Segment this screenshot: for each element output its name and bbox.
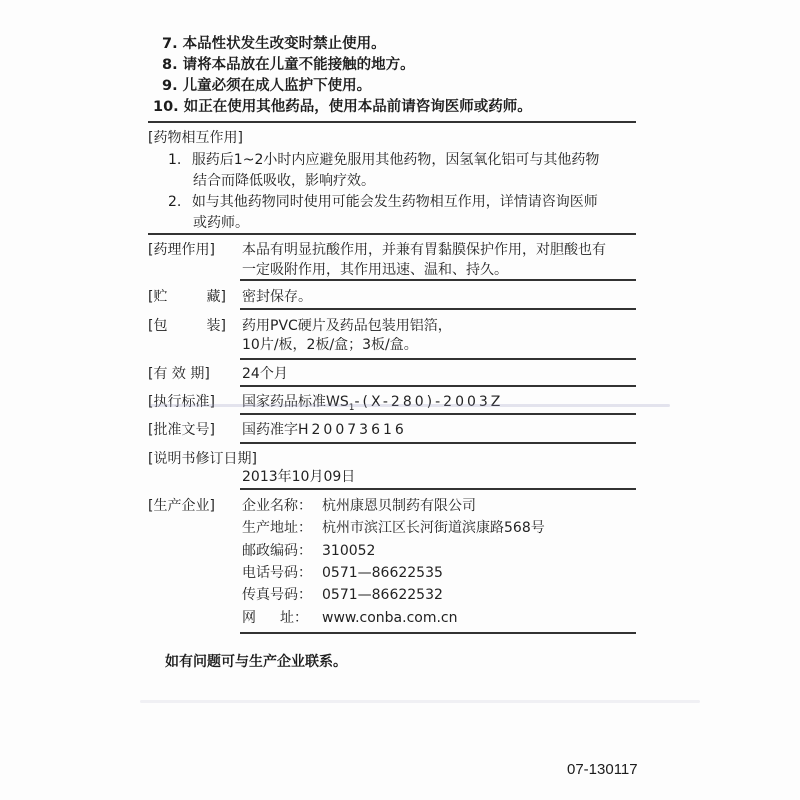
divider [240, 413, 636, 415]
pharmacology-text-line2: 一定吸附作用，其作用迅速、温和、持久。 [242, 262, 508, 278]
item-text: 如正在使用其他药品，使用本品前请咨询医师或药师。 [183, 99, 532, 115]
approval-code: H20073616 [298, 422, 407, 438]
website-key [242, 608, 308, 628]
fax-value: 0571—86622532 [322, 587, 443, 603]
storage-label [148, 287, 226, 307]
item-text: 服药后1~2小时内应避免服用其他药物，因氢氧化铝可与其他药物 [191, 152, 600, 168]
packaging-label [148, 316, 226, 336]
manufacturer-label: [生产企业] [148, 498, 215, 514]
label-part: [贮 [148, 289, 168, 305]
approval-value [242, 420, 407, 440]
print-code: 07-130117 [567, 761, 638, 778]
validity-label: [有 效 期] [148, 366, 210, 382]
pharmacology-label: [药理作用] [148, 242, 215, 258]
label-part: 藏] [206, 289, 226, 305]
precaution-item-10 [153, 97, 532, 117]
website-value[interactable]: www.conba.com.cn [322, 610, 458, 626]
divider [240, 358, 636, 360]
approval-label: [批准文号] [148, 422, 215, 438]
ink-smudge [140, 700, 700, 703]
item-number: 10. [153, 99, 179, 115]
packaging-line1: 药用PVC硬片及药品包装用铝箔， [242, 318, 452, 334]
postcode-key: 邮政编码： [242, 543, 312, 559]
precaution-item-7 [162, 34, 386, 54]
item-number: 7. [162, 36, 178, 52]
phone-key: 电话号码： [242, 565, 312, 581]
storage-value: 密封保存。 [242, 289, 312, 305]
divider [240, 488, 636, 490]
item-number: 9. [162, 78, 178, 94]
divider [240, 385, 636, 387]
interaction-item-1 [168, 150, 599, 170]
company-name-key: 企业名称： [242, 498, 312, 514]
item-text: 请将本品放在儿童不能接触的地方。 [182, 57, 415, 73]
label-part: [包 [148, 318, 168, 334]
revision-label: [说明书修订日期] [148, 451, 257, 467]
interaction-item-2 [168, 192, 598, 212]
label-part: 网 [242, 610, 256, 626]
contact-note: 如有问题可与生产企业联系。 [165, 654, 347, 670]
address-value: 杭州市滨江区长河街道滨康路568号 [322, 520, 545, 536]
approval-prefix: 国药准字 [242, 422, 298, 438]
address-key: 生产地址： [242, 520, 312, 536]
interactions-label: [药物相互作用] [148, 130, 243, 146]
revision-value: 2013年10月09日 [242, 469, 356, 485]
interaction-item-1-cont: 结合而降低吸收，影响疗效。 [193, 173, 375, 189]
company-name-value: 杭州康恩贝制药有限公司 [322, 498, 476, 514]
item-number: 2. [168, 194, 182, 210]
standard-label: [执行标准] [148, 394, 215, 410]
standard-subscript: 1 [348, 402, 355, 413]
divider [240, 279, 636, 281]
phone-value: 0571—86622535 [322, 565, 443, 581]
item-text: 如与其他药物同时使用可能会发生药物相互作用，详情请咨询医师 [191, 194, 598, 210]
precaution-item-9 [162, 76, 371, 96]
item-number: 8. [162, 57, 178, 73]
ink-smudge [150, 404, 670, 407]
label-part: 址： [280, 610, 308, 626]
validity-value: 24个月 [242, 366, 288, 382]
item-text: 本品性状发生改变时禁止使用。 [182, 36, 386, 52]
precaution-item-8 [162, 55, 415, 75]
interaction-item-2-cont: 或药师。 [193, 215, 249, 231]
divider [240, 632, 636, 634]
divider [240, 308, 636, 310]
packaging-line2: 10片/板，2板/盒；3板/盒。 [242, 337, 418, 353]
pharmacology-text-line1: 本品有明显抗酸作用，并兼有胃黏膜保护作用，对胆酸也有 [242, 242, 606, 258]
label-part: 装] [206, 318, 226, 334]
divider [240, 442, 636, 444]
standard-prefix: 国家药品标准WS [242, 394, 349, 410]
postcode-value: 310052 [322, 543, 376, 559]
divider [148, 233, 636, 235]
fax-key: 传真号码： [242, 587, 312, 603]
item-number: 1. [168, 152, 182, 168]
standard-suffix: -(X-280)-2003Z [354, 394, 504, 410]
divider [148, 121, 636, 123]
item-text: 儿童必须在成人监护下使用。 [182, 78, 372, 94]
